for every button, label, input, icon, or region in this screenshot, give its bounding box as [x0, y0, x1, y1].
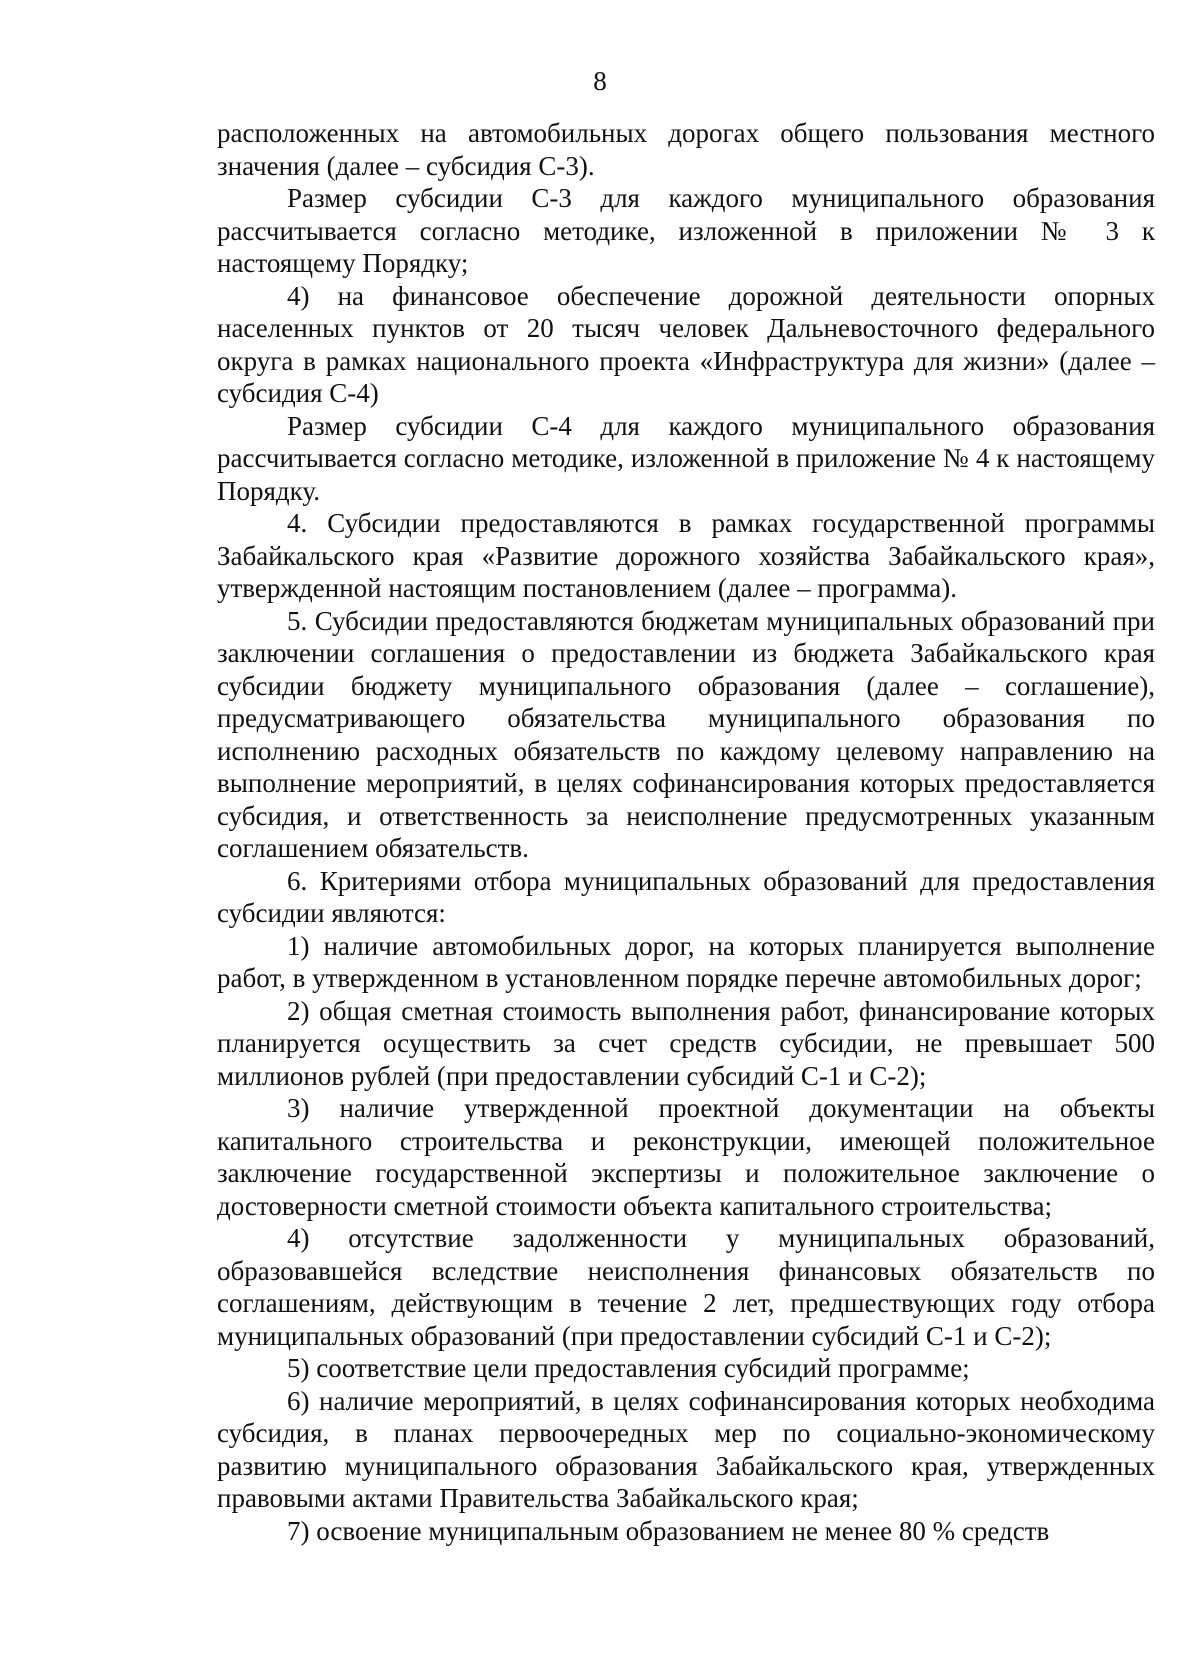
list-item-criterion-1: 1) наличие автомобильных дорог, на которых планируется выполнение работ, в утвержденном в установленном порядке перечне автомобильных дорог; [217, 930, 1155, 993]
paragraph-clause-4: 4. Субсидии предоставляются в рамках государственной программы Забайкальского края «Развитие дорожного хозяйства Забайкальского края», утвержденной настоящим постановлением (далее – программа). [217, 508, 1155, 603]
paragraph-clause-5: 5. Субсидии предоставляются бюджетам муниципальных образований при заключении соглашения о предоставлении из бюджета Забайкальского края субсидии бюджету муниципального образования (далее – соглашение), предусматривающего обязательства муниципального образования по исполнению расходных обязательств по каждому целевому направлению на выполнение мероприятий, в целях софинансирования которых предоставляется субсидия, и ответственность за неисполнение предусмотренных указанным соглашением обязательств. [217, 605, 1155, 863]
paragraph-subsidy-c4-purpose: 4) на финансовое обеспечение дорожной деятельности опорных населенных пунктов от 20 тысяч человек Дальневосточного федерального округа в рамках национального проекта «Инфраструктура для жизни» (далее – субсидия С-4) [217, 280, 1155, 408]
list-item-criterion-5: 5) соответствие цели предоставления субсидий программе; [287, 1353, 970, 1383]
paragraph-clause-6: 6. Критериями отбора муниципальных образований для предоставления субсидии являются: [217, 865, 1155, 928]
paragraph-subsidy-c3-size: Размер субсидии С-3 для каждого муниципального образования рассчитывается согласно методике, изложенной в приложении № 3 к настоящему Порядку; [217, 183, 1155, 278]
list-item-criterion-6: 6) наличие мероприятий, в целях софинансирования которых необходима субсидия, в планах первоочередных мер по социально-экономическому развитию муниципального образования Забайкальского края, утвержденных правовыми актами Правительства Забайкальского края; [217, 1385, 1155, 1513]
paragraph-subsidy-c4-size: Размер субсидии С-4 для каждого муниципального образования рассчитывается согласно методике, изложенной в приложение № 4 к настоящему Порядку. [217, 410, 1155, 506]
document-body [217, 117, 1155, 1547]
page-number: 8 [593, 66, 607, 96]
list-item-criterion-4: 4) отсутствие задолженности у муниципальных образований, образовавшейся вследствие неисполнения финансовых обязательств по соглашениям, действующим в течение 2 лет, предшествующих году отбора муниципальных образований (при предоставлении субсидий С-1 и С-2); [217, 1223, 1155, 1351]
list-item-criterion-2: 2) общая сметная стоимость выполнения работ, финансирование которых планируется осуществить за счет средств субсидии, не превышает 500 миллионов рублей (при предоставлении субсидий С-1 и С-2); [217, 995, 1155, 1091]
paragraph-subsidy-c3-continuation: расположенных на автомобильных дорогах общего пользования местного значения (далее – субсидия С-3). [217, 118, 1155, 181]
list-item-criterion-3: 3) наличие утвержденной проектной документации на объекты капитального строительства и реконструкции, имеющей положительное заключение государственной экспертизы и положительное заключение о достоверности сметной стоимости объекта капитального строительства; [217, 1093, 1155, 1221]
list-item-criterion-7: 7) освоение муниципальным образованием не менее 80 % средств [287, 1515, 1050, 1546]
